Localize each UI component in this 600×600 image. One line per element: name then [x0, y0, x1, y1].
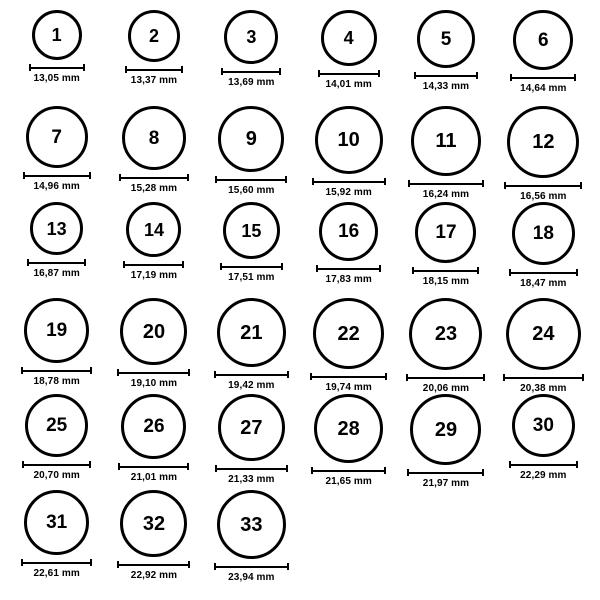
diameter-measure [22, 461, 91, 481]
ring-size-cell [203, 106, 300, 202]
ring-circle [26, 106, 88, 168]
ring-size-cell [397, 202, 494, 298]
diameter-measure [117, 561, 190, 581]
caliper-bracket-icon [406, 374, 485, 381]
diameter-measure [27, 259, 86, 279]
caliper-bracket-icon [220, 263, 283, 270]
caliper-bracket-icon [22, 461, 91, 468]
ring-size-label: 33 [240, 513, 263, 536]
caliper-bracket-icon [117, 369, 190, 376]
caliper-bracket-icon [509, 461, 578, 468]
ring-size-cell [8, 10, 105, 106]
caliper-bracket-icon [21, 367, 92, 374]
diameter-value: 15,92 mm [325, 187, 372, 198]
diameter-value: 13,69 mm [228, 77, 275, 88]
diameter-value: 22,92 mm [130, 570, 178, 581]
ring-size-cell [8, 490, 105, 586]
diameter-measure [123, 261, 184, 281]
ring-size-cell [495, 394, 592, 490]
ring-size-label: 6 [538, 29, 549, 51]
ring-size-label: 9 [245, 128, 257, 150]
ring-circle [319, 202, 378, 261]
ring-circle [120, 298, 187, 365]
caliper-bracket-icon [510, 74, 576, 81]
ring-circle [128, 10, 180, 62]
ring-size-label: 14 [143, 219, 164, 240]
caliper-bracket-icon [408, 180, 484, 187]
diameter-measure [312, 178, 386, 198]
diameter-value: 19,10 mm [130, 378, 178, 389]
ring-size-label: 20 [142, 320, 166, 343]
caliper-bracket-icon [407, 469, 484, 476]
ring-circle [314, 394, 383, 463]
ring-size-label: 32 [142, 512, 166, 535]
ring-circle [126, 202, 181, 257]
diameter-measure [117, 369, 190, 389]
diameter-measure [119, 174, 189, 194]
diameter-measure [21, 367, 92, 387]
diameter-measure [215, 176, 287, 196]
ring-size-cell [300, 10, 397, 106]
ring-circle [122, 106, 186, 170]
ring-size-cell [203, 298, 300, 394]
caliper-bracket-icon [29, 64, 85, 71]
ring-size-label: 21 [240, 321, 263, 344]
diameter-value: 18,47 mm [520, 278, 567, 289]
diameter-measure [214, 563, 289, 583]
ring-size-label: 2 [148, 26, 159, 46]
ring-size-label: 23 [434, 323, 458, 345]
ring-size-cell [397, 106, 494, 202]
diameter-value: 19,74 mm [325, 382, 372, 393]
ring-circle [25, 394, 88, 457]
ring-size-label: 15 [241, 220, 262, 241]
caliper-bracket-icon [214, 371, 289, 378]
ring-circle [218, 394, 285, 461]
diameter-measure [220, 263, 283, 283]
ring-size-cell [203, 10, 300, 106]
diameter-value: 14,64 mm [520, 83, 567, 94]
ring-size-grid [8, 10, 592, 586]
ring-circle [410, 394, 481, 465]
ring-size-cell [300, 298, 397, 394]
ring-circle [223, 202, 280, 259]
diameter-measure [118, 463, 189, 483]
ring-circle [217, 490, 286, 559]
diameter-measure [318, 70, 380, 90]
diameter-value: 21,33 mm [228, 474, 275, 485]
diameter-measure [504, 182, 582, 202]
ring-circle [411, 106, 481, 176]
diameter-value: 19,42 mm [228, 380, 275, 391]
ring-circle [512, 202, 575, 265]
ring-size-cell [105, 10, 202, 106]
diameter-measure [408, 180, 484, 200]
ring-circle [121, 394, 186, 459]
ring-circle [506, 298, 581, 370]
diameter-measure [509, 461, 578, 481]
diameter-measure [412, 267, 479, 287]
ring-size-label: 25 [46, 415, 68, 436]
diameter-value: 16,24 mm [422, 189, 470, 200]
diameter-value: 15,60 mm [228, 185, 275, 196]
ring-circle [30, 202, 83, 255]
ring-size-label: 17 [435, 222, 457, 243]
diameter-measure [221, 68, 281, 88]
ring-size-label: 19 [46, 320, 68, 341]
ring-circle [315, 106, 383, 174]
ring-size-label: 4 [343, 28, 354, 48]
ring-size-cell [8, 106, 105, 202]
diameter-value: 17,83 mm [325, 274, 372, 285]
caliper-bracket-icon [312, 178, 386, 185]
ring-circle [24, 298, 89, 363]
caliper-bracket-icon [414, 72, 478, 79]
ring-size-label: 31 [46, 512, 68, 533]
diameter-measure [510, 74, 576, 94]
diameter-value: 21,65 mm [325, 476, 372, 487]
caliper-bracket-icon [27, 259, 86, 266]
ring-circle [513, 10, 573, 70]
ring-circle [224, 10, 278, 64]
caliper-bracket-icon [118, 463, 189, 470]
ring-size-label: 3 [246, 27, 257, 47]
diameter-value: 15,28 mm [130, 183, 178, 194]
ring-size-label: 26 [143, 416, 165, 437]
diameter-measure [214, 371, 289, 391]
caliper-bracket-icon [318, 70, 380, 77]
ring-size-cell [105, 106, 202, 202]
ring-circle [217, 298, 286, 367]
diameter-value: 22,61 mm [33, 568, 80, 579]
ring-circle [120, 490, 187, 557]
diameter-value: 13,05 mm [33, 73, 80, 84]
ring-size-cell [300, 202, 397, 298]
diameter-measure [21, 559, 92, 579]
diameter-value: 18,15 mm [422, 276, 470, 287]
diameter-measure [414, 72, 478, 92]
diameter-value: 21,97 mm [422, 478, 470, 489]
ring-size-cell [300, 394, 397, 490]
ring-size-cell [105, 490, 202, 586]
diameter-measure [215, 465, 288, 485]
caliper-bracket-icon [412, 267, 479, 274]
diameter-measure [23, 172, 91, 192]
diameter-value: 16,56 mm [520, 191, 567, 202]
diameter-value: 18,78 mm [33, 376, 80, 387]
diameter-measure [509, 269, 578, 289]
ring-size-cell [105, 394, 202, 490]
diameter-measure [310, 373, 387, 393]
diameter-value: 14,33 mm [422, 81, 470, 92]
ring-size-label: 22 [337, 322, 360, 345]
diameter-value: 21,01 mm [130, 472, 178, 483]
ring-size-label: 16 [338, 221, 360, 242]
diameter-value: 20,38 mm [520, 383, 567, 394]
caliper-bracket-icon [503, 374, 584, 381]
ring-size-cell [203, 394, 300, 490]
ring-size-label: 18 [532, 223, 554, 244]
ring-size-label: 27 [240, 416, 263, 439]
ring-size-cell [203, 202, 300, 298]
ring-size-cell [105, 202, 202, 298]
ring-size-label: 29 [434, 418, 458, 441]
ring-size-cell [8, 298, 105, 394]
ring-size-cell [495, 10, 592, 106]
diameter-value: 17,51 mm [228, 272, 275, 283]
ring-circle [507, 106, 579, 178]
diameter-measure [29, 64, 85, 84]
ring-size-cell [397, 394, 494, 490]
ring-size-label: 24 [532, 323, 555, 345]
diameter-value: 23,94 mm [228, 572, 275, 583]
caliper-bracket-icon [221, 68, 281, 75]
ring-size-label: 10 [337, 129, 360, 151]
caliper-bracket-icon [215, 176, 287, 183]
ring-circle [32, 10, 82, 60]
ring-size-cell [397, 10, 494, 106]
ring-size-cell [105, 298, 202, 394]
ring-circle [313, 298, 384, 369]
caliper-bracket-icon [214, 563, 289, 570]
ring-circle [409, 298, 482, 370]
caliper-bracket-icon [21, 559, 92, 566]
ring-circle [218, 106, 284, 172]
ring-size-cell [397, 298, 494, 394]
ring-size-label: 5 [440, 28, 452, 50]
ring-circle [512, 394, 575, 457]
ring-size-cell [495, 106, 592, 202]
diameter-value: 22,29 mm [520, 470, 567, 481]
caliper-bracket-icon [117, 561, 190, 568]
ring-size-cell [8, 394, 105, 490]
diameter-value: 14,96 mm [33, 181, 80, 192]
ring-size-label: 30 [532, 415, 554, 436]
ring-size-label: 1 [51, 25, 62, 45]
ring-size-label: 13 [46, 218, 67, 239]
diameter-measure [125, 66, 183, 86]
diameter-measure [316, 265, 381, 285]
ring-size-label: 12 [532, 131, 555, 153]
diameter-value: 13,37 mm [130, 75, 178, 86]
diameter-value: 20,70 mm [33, 470, 80, 481]
caliper-bracket-icon [509, 269, 578, 276]
diameter-measure [406, 374, 485, 394]
ring-size-label: 28 [337, 417, 360, 440]
caliper-bracket-icon [119, 174, 189, 181]
diameter-measure [311, 467, 386, 487]
caliper-bracket-icon [123, 261, 184, 268]
caliper-bracket-icon [316, 265, 381, 272]
diameter-measure [407, 469, 484, 489]
diameter-value: 20,06 mm [422, 383, 470, 394]
ring-size-cell [8, 202, 105, 298]
diameter-measure [503, 374, 584, 394]
caliper-bracket-icon [310, 373, 387, 380]
diameter-value: 16,87 mm [33, 268, 80, 279]
ring-size-label: 8 [148, 127, 160, 149]
ring-size-label: 7 [51, 126, 62, 148]
ring-circle [321, 10, 377, 66]
ring-size-cell [300, 106, 397, 202]
caliper-bracket-icon [311, 467, 386, 474]
ring-circle [24, 490, 89, 555]
ring-size-label: 11 [435, 130, 457, 152]
caliper-bracket-icon [504, 182, 582, 189]
ring-size-cell [495, 202, 592, 298]
caliper-bracket-icon [23, 172, 91, 179]
diameter-value: 14,01 mm [325, 79, 372, 90]
diameter-value: 17,19 mm [130, 270, 178, 281]
ring-circle [417, 10, 475, 68]
ring-size-cell [203, 490, 300, 586]
ring-size-cell [495, 298, 592, 394]
caliper-bracket-icon [125, 66, 183, 73]
ring-circle [415, 202, 476, 263]
caliper-bracket-icon [215, 465, 288, 472]
